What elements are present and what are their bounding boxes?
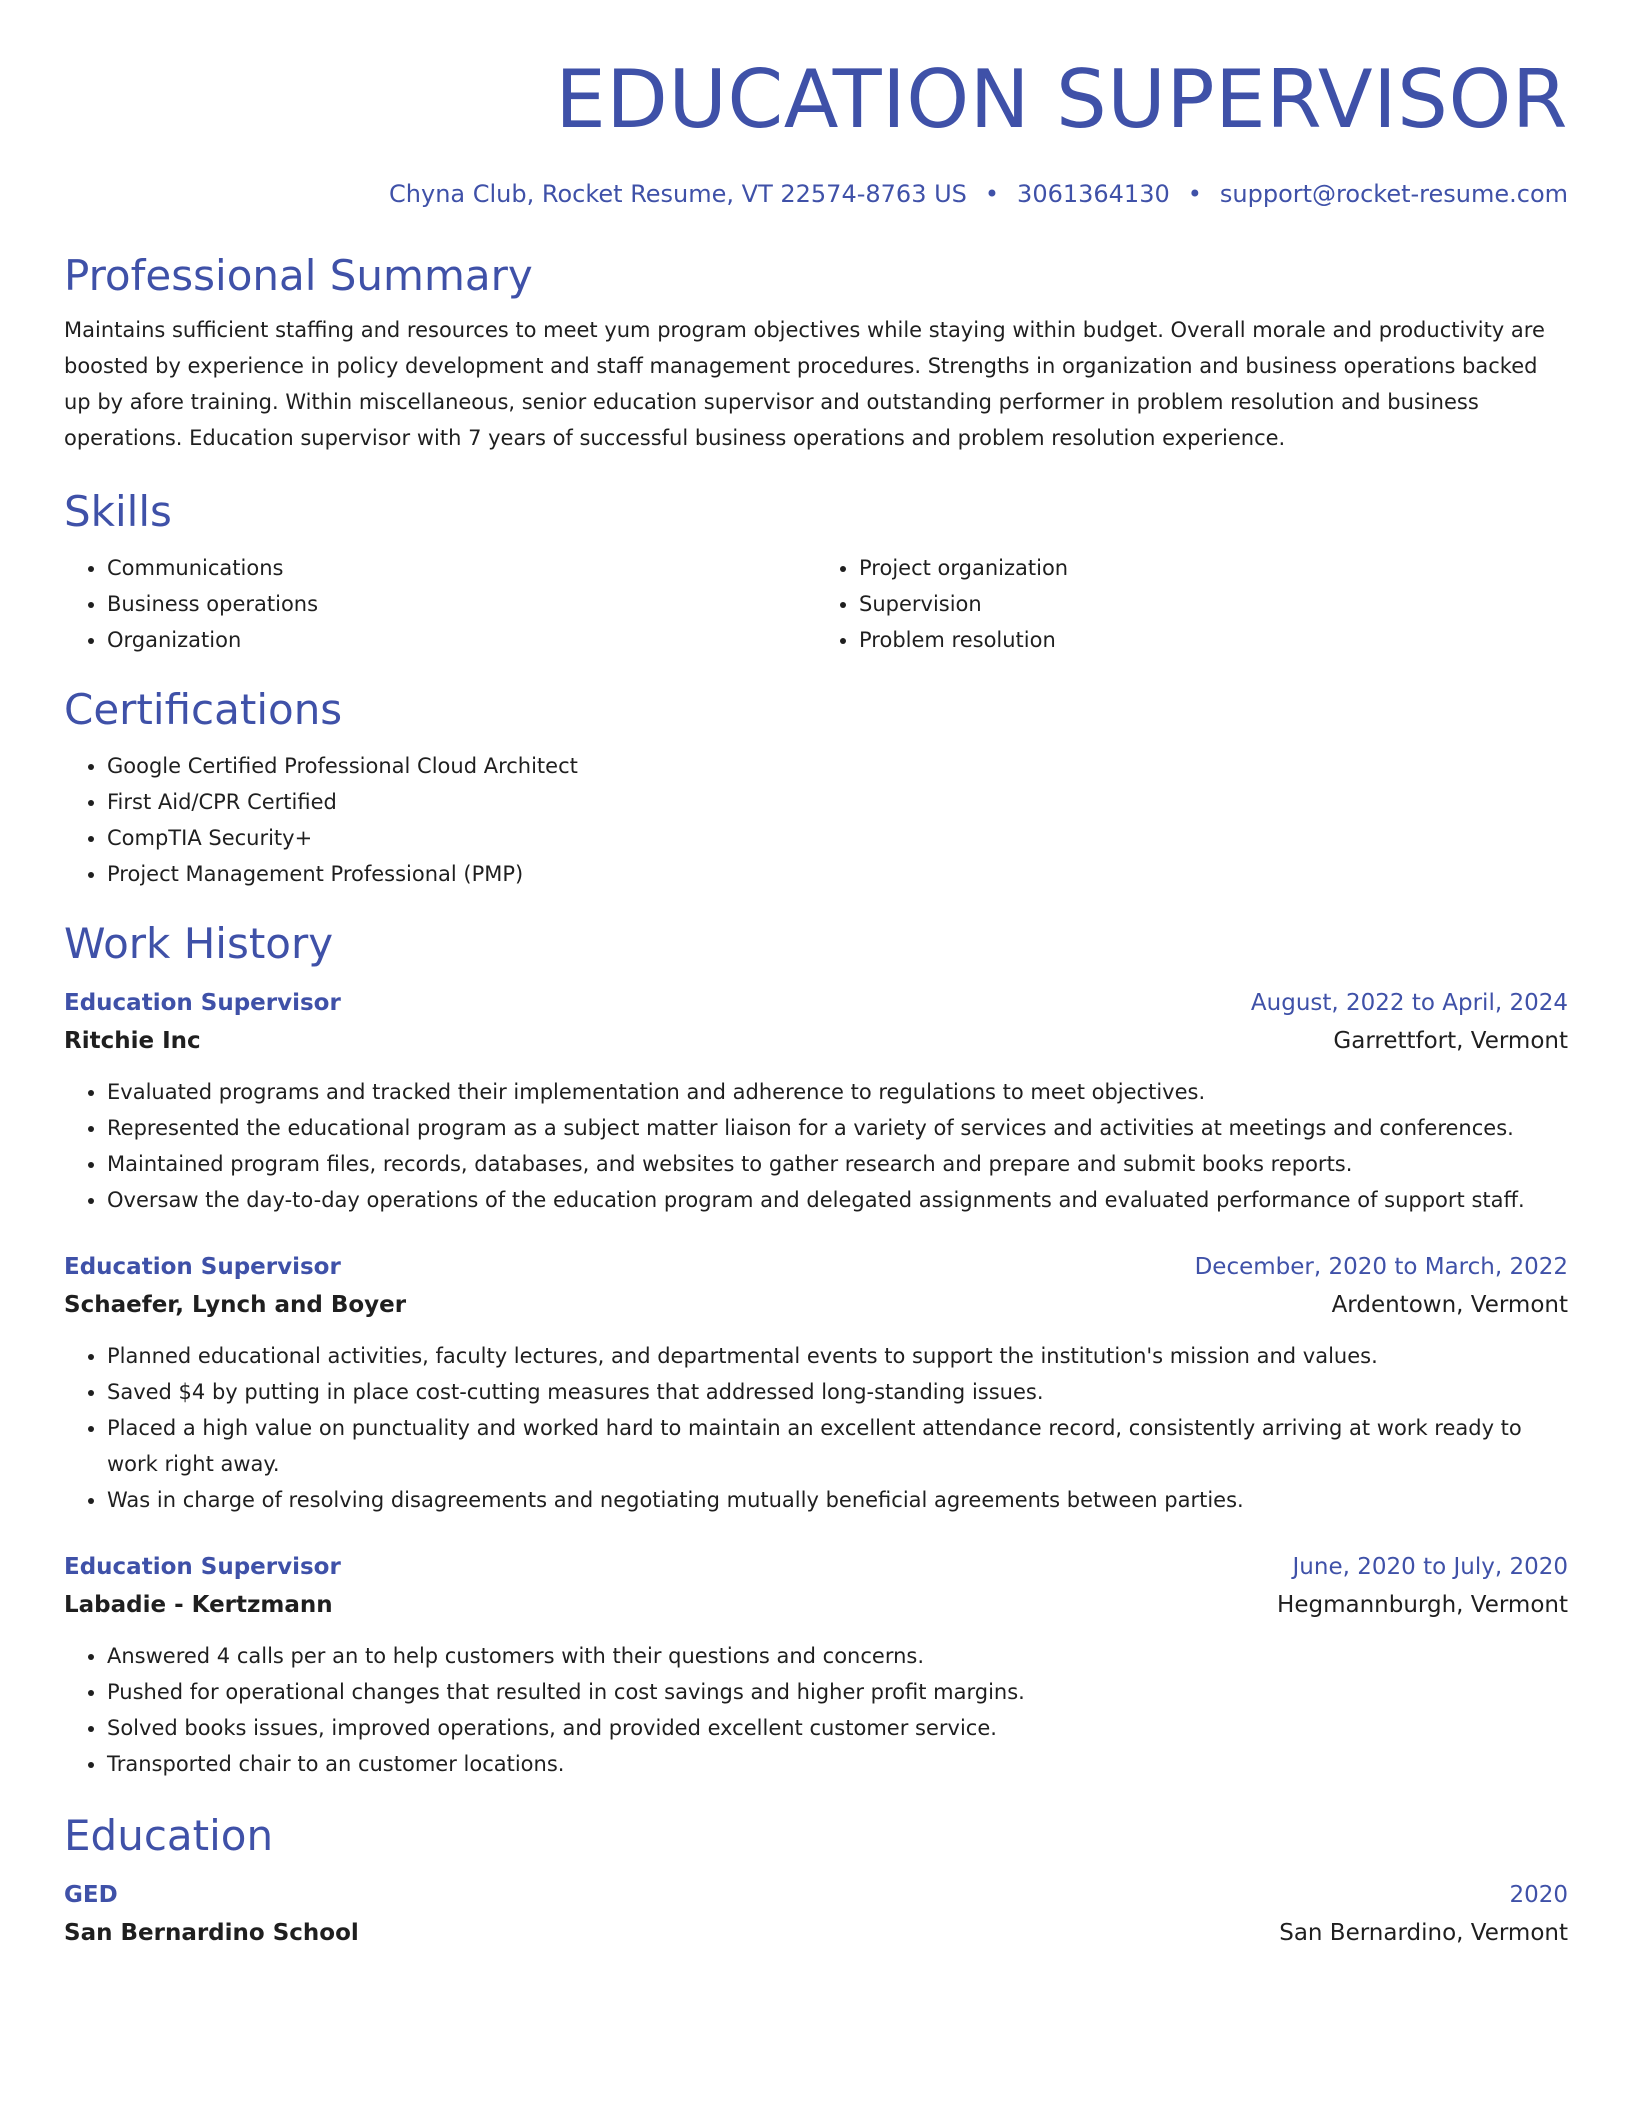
education-degree: GED	[64, 1882, 118, 1908]
contact-email[interactable]: support@rocket-resume.com	[1219, 180, 1568, 208]
section-heading: Professional Summary	[64, 251, 533, 300]
work-history-section	[64, 918, 1568, 1782]
skill-item: • Communications	[107, 550, 816, 586]
skills-section	[64, 486, 1568, 658]
job-title: Education Supervisor	[64, 990, 341, 1016]
contact-separator: •	[984, 180, 1000, 208]
job-entry	[64, 1548, 1568, 1782]
job-bullet: • Transported chair to an customer locations.	[107, 1746, 1568, 1782]
education-school-row	[64, 1914, 1568, 1952]
job-bullets	[64, 1638, 1568, 1782]
education-location: San Bernardino, Vermont	[1279, 1920, 1568, 1946]
job-bullet: • Represented the educational program as a subject matter liaison for a variety of services and activities at meetings and conferences.	[107, 1110, 1568, 1146]
skills-column-right	[816, 550, 1568, 658]
job-bullet: • Answered 4 calls per an to help customers with their questions and concerns.	[107, 1638, 1568, 1674]
job-company: Labadie - Kertzmann	[64, 1592, 333, 1618]
skill-item: • Project organization	[859, 550, 1568, 586]
education-section	[64, 1810, 1568, 1952]
skills-column-left	[64, 550, 816, 658]
job-title-row	[64, 984, 1568, 1022]
job-location: Garrettfort, Vermont	[1333, 1028, 1568, 1054]
job-bullets	[64, 1338, 1568, 1518]
job-bullet: • Saved $4 by putting in place cost-cutting measures that addressed long-standing issues.	[107, 1374, 1568, 1410]
contact-phone: 3061364130	[1017, 180, 1170, 208]
certification-item: • First Aid/CPR Certified	[107, 784, 1568, 820]
education-year: 2020	[1509, 1882, 1568, 1908]
contact-line	[64, 178, 1568, 210]
job-company-row	[64, 1286, 1568, 1324]
job-company-row	[64, 1586, 1568, 1624]
job-bullet: • Was in charge of resolving disagreements and negotiating mutually beneficial agreements between parties.	[107, 1482, 1568, 1518]
job-dates: December, 2020 to March, 2022	[1194, 1254, 1568, 1280]
contact-address: Chyna Club, Rocket Resume, VT 22574-8763 US	[389, 180, 967, 208]
skill-item: • Supervision	[859, 586, 1568, 622]
certification-item: • CompTIA Security+	[107, 820, 1568, 856]
skills-grid	[64, 550, 1568, 658]
resume-title: EDUCATION SUPERVISOR	[555, 53, 1568, 146]
education-school: San Bernardino School	[64, 1920, 359, 1946]
section-heading: Skills	[64, 487, 172, 536]
job-bullets	[64, 1074, 1568, 1218]
certification-item: • Google Certified Professional Cloud Architect	[107, 748, 1568, 784]
contact-separator: •	[1187, 180, 1202, 208]
job-entry	[64, 1248, 1568, 1518]
job-company: Ritchie Inc	[64, 1028, 201, 1054]
job-bullet: • Evaluated programs and tracked their implementation and adherence to regulations to meet objectives.	[107, 1074, 1568, 1110]
job-bullet: • Oversaw the day-to-day operations of the education program and delegated assignments and evaluated performance of support staff.	[107, 1182, 1568, 1218]
job-company-row	[64, 1022, 1568, 1060]
job-dates: August, 2022 to April, 2024	[1250, 990, 1568, 1016]
job-location: Hegmannburgh, Vermont	[1277, 1592, 1568, 1618]
section-heading: Certifications	[64, 685, 343, 734]
job-company: Schaefer, Lynch and Boyer	[64, 1292, 407, 1318]
skill-item: • Organization	[107, 622, 816, 658]
job-bullet: • Planned educational activities, faculty lectures, and departmental events to support the institution's mission and values.	[107, 1338, 1568, 1374]
certification-item: • Project Management Professional (PMP)	[107, 856, 1568, 892]
education-degree-row	[64, 1876, 1568, 1914]
certifications-section	[64, 684, 1568, 892]
section-heading: Education	[64, 1811, 274, 1860]
job-title-row	[64, 1248, 1568, 1286]
job-bullet: • Solved books issues, improved operations, and provided excellent customer service.	[107, 1710, 1568, 1746]
skill-item: • Business operations	[107, 586, 816, 622]
job-bullet: • Maintained program files, records, databases, and websites to gather research and prepare and submit books reports.	[107, 1146, 1568, 1182]
skill-item: • Problem resolution	[859, 622, 1568, 658]
job-title: Education Supervisor	[64, 1254, 341, 1280]
summary-text: Maintains sufficient staffing and resources to meet yum program objectives while staying within budget. Overall morale and productivity are boosted by experience in policy development and staff management procedures. Strengths in organization and business operations backed up by afore training. Within miscellaneous, senior education supervisor and outstanding performer in problem resolution and business operations. Education supervisor with 7 years of successful business operations and problem resolution experience.	[64, 318, 1545, 450]
summary-section	[64, 250, 1568, 456]
job-title: Education Supervisor	[64, 1554, 341, 1580]
section-heading: Work History	[64, 919, 334, 968]
job-location: Ardentown, Vermont	[1331, 1292, 1568, 1318]
job-bullet: • Pushed for operational changes that resulted in cost savings and higher profit margins.	[107, 1674, 1568, 1710]
job-title-row	[64, 1548, 1568, 1586]
education-entry	[64, 1876, 1568, 1952]
certifications-list	[64, 748, 1568, 892]
job-bullet: • Placed a high value on punctuality and worked hard to maintain an excellent attendance record, consistently arriving at work ready to work right away.	[107, 1410, 1568, 1482]
job-entry	[64, 984, 1568, 1218]
job-dates: June, 2020 to July, 2020	[1292, 1554, 1568, 1580]
